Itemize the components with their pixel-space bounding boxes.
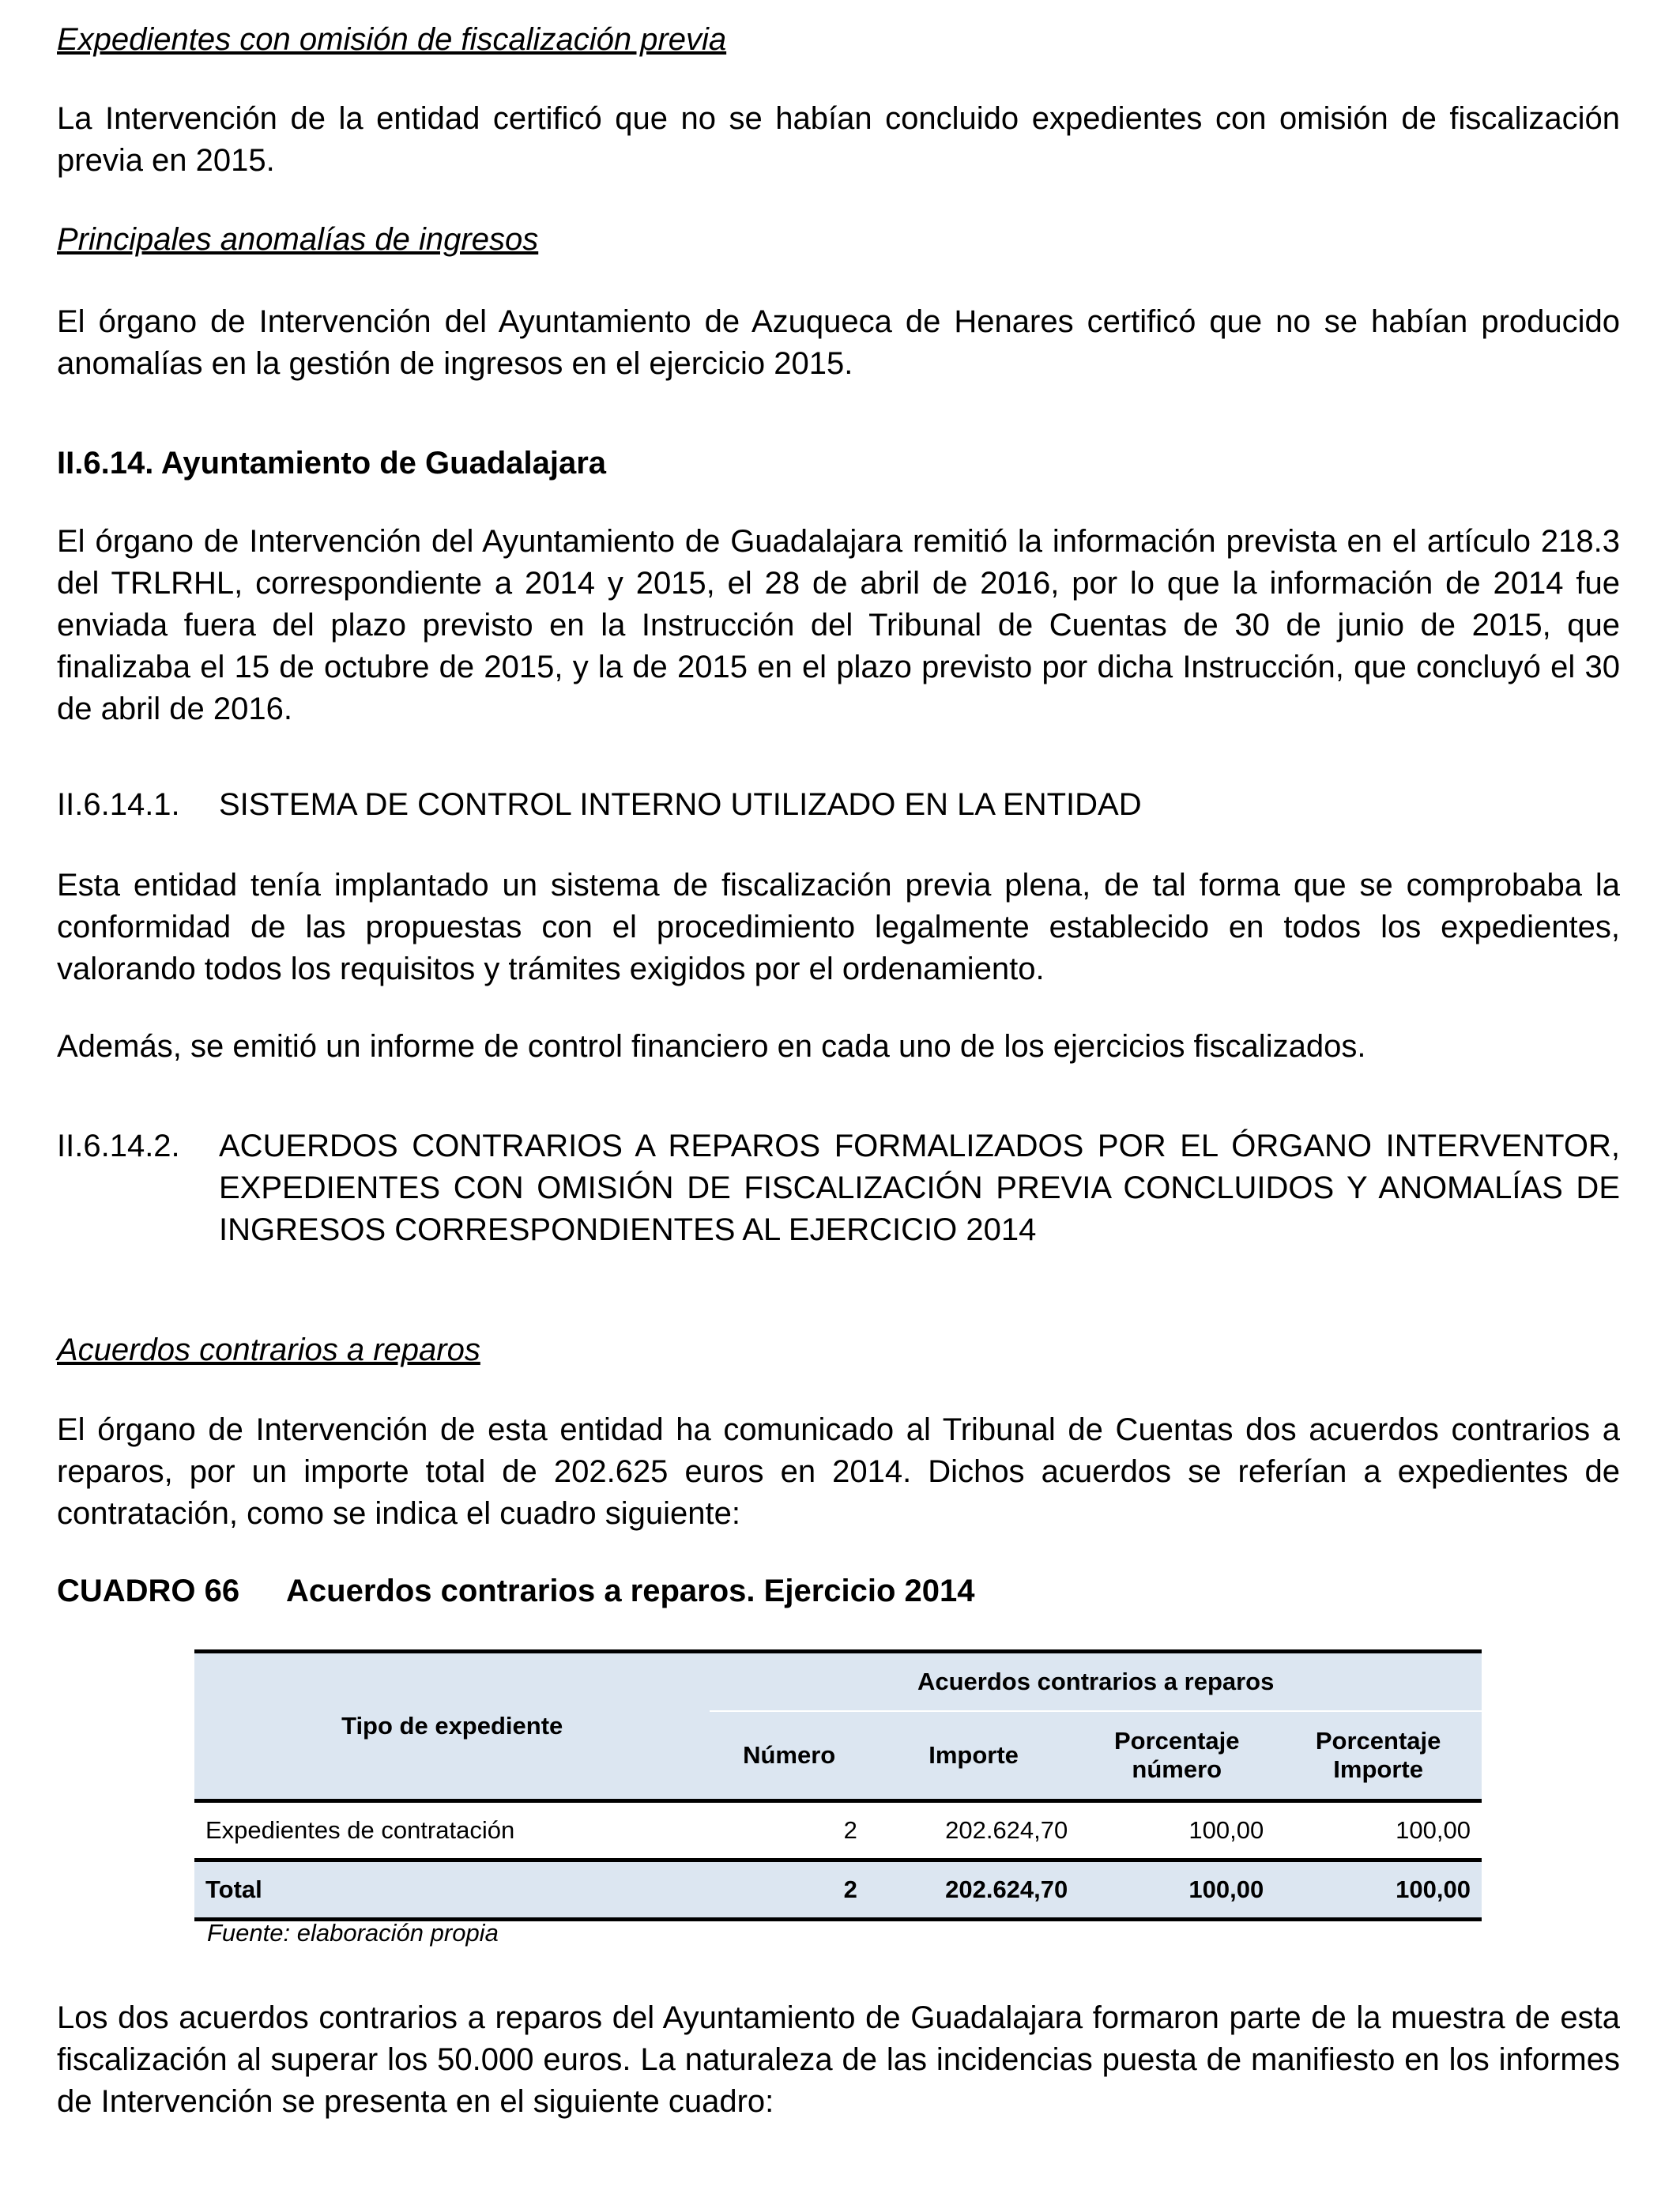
- cuadro-66-table: [194, 1649, 1482, 1921]
- cell-pct-importe: 100,00: [1275, 1801, 1482, 1860]
- cell-importe: 202.624,70: [868, 1801, 1079, 1860]
- paragraph-guadalajara: El órgano de Intervención del Ayuntamiento de Guadalajara remitió la información prevista en el artículo 218.3 del TRLRHL, correspondiente a 2014 y 2015, el 28 de abril de 2016, por lo que la información de 2014 fue enviada fuera del plazo previsto en la Instrucción del Tribunal de Cuentas de 30 de junio de 2015, que finalizaba el 15 de octubre de 2015, y la de 2015 en el plazo previsto por dicha Instrucción, que concluyó el 30 de abril de 2016.: [57, 524, 1620, 726]
- table-caption: [57, 1570, 1620, 1612]
- header-pct-importe: Porcentaje Importe: [1275, 1711, 1482, 1801]
- cell-tipo: Expedientes de contratación: [194, 1801, 710, 1860]
- cell-total-pct-importe: 100,00: [1275, 1860, 1482, 1920]
- paragraph-final: Los dos acuerdos contrarios a reparos del Ayuntamiento de Guadalajara formaron parte de la muestra de esta fiscalización al superar los 50.000 euros. La naturaleza de las incidencias puesta de manifiesto en los informes de Intervención se presenta en el siguiente cuadro:: [57, 2000, 1620, 2119]
- cell-total-numero: 2: [710, 1860, 868, 1920]
- heading-guadalajara: II.6.14. Ayuntamiento de Guadalajara: [57, 446, 607, 481]
- cell-total-label: Total: [194, 1860, 710, 1920]
- subtitle-omision: Expedientes con omisión de fiscalización previa: [57, 22, 727, 57]
- cell-total-pct-numero: 100,00: [1079, 1860, 1275, 1920]
- header-group: Acuerdos contrarios a reparos: [710, 1652, 1482, 1712]
- section-number: II.6.14.2.: [57, 1129, 180, 1163]
- section-number: II.6.14.1.: [57, 787, 180, 822]
- table-source: Fuente: elaboración propia: [207, 1919, 499, 1947]
- paragraph-anomalias: El órgano de Intervención del Ayuntamiento de Azuqueca de Henares certificó que no se habían producido anomalías en la gestión de ingresos en el ejercicio 2015.: [57, 304, 1620, 381]
- cell-total-importe: 202.624,70: [868, 1860, 1079, 1920]
- table-row: [194, 1801, 1482, 1860]
- section-heading-2: [57, 1125, 1620, 1251]
- section-title: ACUERDOS CONTRARIOS A REPAROS FORMALIZADOS POR EL ÓRGANO INTERVENTOR, EXPEDIENTES CON OMISIÓN DE FISCALIZACIÓN PREVIA CONCLUIDOS Y ANOMALÍAS DE INGRESOS CORRESPONDIENTES AL EJERCICIO 2014: [219, 1129, 1620, 1247]
- caption-title: Acuerdos contrarios a reparos. Ejercicio 2014: [286, 1574, 975, 1608]
- subtitle-anomalias: Principales anomalías de ingresos: [57, 222, 539, 257]
- paragraph-control-interno: Esta entidad tenía implantado un sistema de fiscalización previa plena, de tal forma que se comprobaba la conformidad de las propuestas con el procedimiento legalmente establecido en todos los expedientes, valorando todos los requisitos y trámites exigidos por el ordenamiento.: [57, 868, 1620, 986]
- caption-number: CUADRO 66: [57, 1574, 240, 1608]
- header-importe: Importe: [868, 1711, 1079, 1801]
- table-total-row: [194, 1860, 1482, 1920]
- paragraph-control-financiero: Además, se emitió un informe de control financiero en cada uno de los ejercicios fiscalizados.: [57, 1029, 1366, 1064]
- section-title: SISTEMA DE CONTROL INTERNO UTILIZADO EN LA ENTIDAD: [219, 787, 1142, 822]
- header-pct-numero: Porcentaje número: [1079, 1711, 1275, 1801]
- header-tipo: Tipo de expediente: [194, 1652, 710, 1801]
- section-heading-1: [57, 784, 1620, 826]
- subtitle-acuerdos: Acuerdos contrarios a reparos: [57, 1333, 480, 1367]
- paragraph-acuerdos: El órgano de Intervención de esta entidad ha comunicado al Tribunal de Cuentas dos acuerdos contrarios a reparos, por un importe total de 202.625 euros en 2014. Dichos acuerdos se referían a expedientes de contratación, como se indica el cuadro siguiente:: [57, 1412, 1620, 1531]
- paragraph-omision: La Intervención de la entidad certificó que no se habían concluido expedientes con omisión de fiscalización previa en 2015.: [57, 101, 1620, 178]
- cell-numero: 2: [710, 1801, 868, 1860]
- cell-pct-numero: 100,00: [1079, 1801, 1275, 1860]
- header-numero: Número: [710, 1711, 868, 1801]
